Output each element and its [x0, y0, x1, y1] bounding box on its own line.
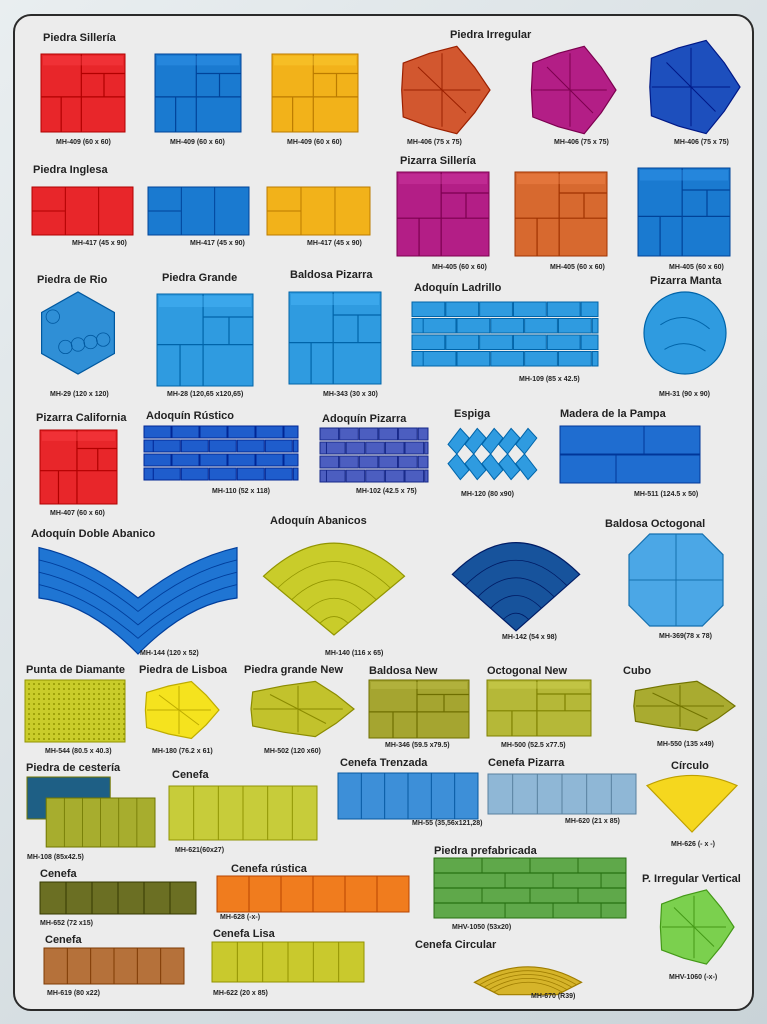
cenefa-trenzada-mold-1 — [338, 773, 478, 819]
pizarra-silleria-code-2: MH-405 (60 x 60) — [550, 264, 605, 271]
adoquin-ladrillo-code-1: MH-109 (85 x 42.5) — [519, 376, 580, 383]
piedra-grande-title: Piedra Grande — [162, 272, 238, 284]
pizarra-silleria-title: Pizarra Sillería — [400, 155, 476, 167]
cenefa-lisa-mold-1 — [212, 942, 364, 982]
octogonal-new-mold-1 — [487, 680, 591, 736]
baldosa-new-code-1: MH-346 (59.5 x79.5) — [385, 742, 450, 749]
espiga-title: Espiga — [454, 408, 491, 420]
pizarra-silleria-mold-1 — [397, 172, 489, 256]
pizarra-silleria-mold-2 — [515, 172, 607, 256]
baldosa-new-title: Baldosa New — [369, 665, 438, 677]
adoquin-ladrillo-title: Adoquín Ladrillo — [414, 282, 502, 294]
pizarra-manta-title: Pizarra Manta — [650, 275, 722, 287]
adoquin-abanicos-mold-2 — [441, 530, 591, 626]
madera-pampa-code-1: MH-511 (124.5 x 50) — [634, 491, 699, 498]
adoquin-pizarra-mold-1 — [320, 428, 428, 484]
adoquin-rustico-code-1: MH-110 (52 x 118) — [212, 488, 270, 495]
cenefa-lisa-code-1: MH-622 (20 x 85) — [213, 990, 268, 997]
baldosa-pizarra-code-1: MH-343 (30 x 30) — [323, 391, 378, 398]
circulo-title: Círculo — [671, 760, 709, 772]
cenefa-circular-title: Cenefa Circular — [415, 939, 497, 951]
madera-pampa-title: Madera de la Pampa — [560, 408, 666, 420]
piedra-inglesa-mold-2 — [148, 187, 249, 235]
piedra-prefabricada-code-1: MHV-1050 (53x20) — [452, 924, 512, 931]
piedra-prefabricada-mold-1 — [434, 858, 626, 918]
piedra-lisboa-code-1: MH-180 (76.2 x 61) — [152, 748, 213, 755]
cenefa-2-title: Cenefa — [40, 868, 77, 880]
adoquin-rustico-title: Adoquín Rústico — [146, 410, 234, 422]
cenefa-3-mold-1 — [44, 948, 184, 984]
adoquin-doble-abanico-mold-1 — [39, 542, 237, 654]
piedra-irregular-code-1: MH-406 (75 x 75) — [407, 139, 462, 146]
piedra-silleria-mold-2 — [155, 54, 241, 132]
piedra-grande-code-1: MH-28 (120,65 x120,65) — [167, 391, 244, 398]
madera-pampa-mold-1 — [560, 426, 700, 484]
piedra-de-rio-code-1: MH-29 (120 x 120) — [50, 391, 109, 398]
cenefa-1-title: Cenefa — [172, 769, 209, 781]
piedra-de-rio-title: Piedra de Rio — [37, 274, 108, 286]
cenefa-trenzada-code-1: MH-55 (35,56x121,28) — [412, 820, 483, 827]
cubo-mold-1 — [625, 680, 735, 732]
piedra-irregular-code-2: MH-406 (75 x 75) — [554, 139, 609, 146]
piedra-silleria-code-3: MH-409 (60 x 60) — [287, 139, 342, 146]
piedra-grande-mold-1 — [157, 294, 253, 386]
adoquin-doble-abanico-title: Adoquín Doble Abanico — [31, 528, 156, 540]
circulo-mold-1 — [647, 774, 737, 832]
punta-diamante-title: Punta de Diamante — [26, 664, 126, 676]
piedra-inglesa-mold-1 — [32, 187, 133, 235]
cenefa-2-mold-1 — [40, 882, 196, 914]
espiga-code-1: MH-120 (80 x90) — [461, 491, 514, 498]
cenefa-pizarra-title: Cenefa Pizarra — [488, 757, 565, 769]
piedra-grande-new-mold-1 — [242, 680, 354, 738]
cubo-title: Cubo — [623, 665, 652, 677]
baldosa-octogonal-title: Baldosa Octogonal — [605, 518, 706, 530]
piedra-irregular-mold-2 — [524, 44, 616, 136]
octogonal-new-code-1: MH-500 (52.5 x77.5) — [501, 742, 566, 749]
circulo-code-1: MH-626 (- x -) — [671, 841, 715, 848]
cenefa-2-code-1: MH-652 (72 x15) — [40, 920, 93, 927]
piedra-cesteria-code-1: MH-108 (85x42.5) — [27, 854, 84, 861]
piedra-irregular-mold-3 — [642, 38, 740, 136]
adoquin-abanicos-code-2: MH-142 (54 x 98) — [502, 634, 557, 641]
piedra-silleria-code-1: MH-409 (60 x 60) — [56, 139, 111, 146]
pizarra-manta-code-1: MH-31 (90 x 90) — [659, 391, 710, 398]
adoquin-pizarra-title: Adoquín Pizarra — [322, 413, 407, 425]
baldosa-new-mold-1 — [369, 680, 469, 738]
cubo-code-1: MH-550 (135 x49) — [657, 741, 714, 748]
piedra-grande-new-title: Piedra grande New — [244, 664, 344, 676]
adoquin-rustico-mold-1 — [144, 426, 298, 482]
adoquin-ladrillo-mold-1 — [412, 302, 598, 368]
piedra-silleria-mold-1 — [41, 54, 125, 132]
piedra-de-rio-mold-1 — [36, 292, 120, 374]
piedra-silleria-code-2: MH-409 (60 x 60) — [170, 139, 225, 146]
piedra-irregular-mold-1 — [394, 44, 490, 136]
punta-diamante-mold-1 — [25, 680, 125, 742]
cenefa-lisa-title: Cenefa Lisa — [213, 928, 275, 940]
espiga-mold-1 — [448, 422, 536, 486]
octogonal-new-title: Octogonal New — [487, 665, 568, 677]
piedra-inglesa-mold-3 — [267, 187, 370, 235]
p-irregular-vertical-title: P. Irregular Vertical — [642, 873, 741, 885]
cenefa-rustica-title: Cenefa rústica — [231, 863, 307, 875]
piedra-irregular-code-3: MH-406 (75 x 75) — [674, 139, 729, 146]
adoquin-pizarra-code-1: MH-102 (42.5 x 75) — [356, 488, 417, 495]
pizarra-manta-mold-1 — [644, 292, 726, 374]
baldosa-octogonal-mold-1 — [629, 534, 723, 626]
adoquin-abanicos-title: Adoquín Abanicos — [270, 515, 367, 527]
piedra-cesteria-title: Piedra de cestería — [26, 762, 121, 774]
baldosa-pizarra-mold-1 — [289, 292, 381, 384]
adoquin-doble-abanico-code-1: MH-144 (120 x 52) — [140, 650, 199, 657]
pizarra-california-mold-1 — [40, 430, 117, 504]
piedra-silleria-title: Piedra Sillería — [43, 32, 116, 44]
pizarra-california-code-1: MH-407 (60 x 60) — [50, 510, 105, 517]
pizarra-silleria-code-3: MH-405 (60 x 60) — [669, 264, 724, 271]
pizarra-silleria-code-1: MH-405 (60 x 60) — [432, 264, 487, 271]
piedra-inglesa-title: Piedra Inglesa — [33, 164, 108, 176]
pizarra-silleria-mold-3 — [638, 168, 730, 256]
cenefa-3-title: Cenefa — [45, 934, 82, 946]
piedra-inglesa-code-2: MH-417 (45 x 90) — [190, 240, 245, 247]
piedra-inglesa-code-3: MH-417 (45 x 90) — [307, 240, 362, 247]
cenefa-3-code-1: MH-619 (80 x22) — [47, 990, 100, 997]
baldosa-pizarra-title: Baldosa Pizarra — [290, 269, 373, 281]
cenefa-pizarra-code-1: MH-620 (21 x 85) — [565, 818, 620, 825]
piedra-irregular-title: Piedra Irregular — [450, 29, 532, 41]
piedra-inglesa-code-1: MH-417 (45 x 90) — [72, 240, 127, 247]
punta-diamante-code-1: MH-544 (80.5 x 40.3) — [45, 748, 112, 755]
piedra-cesteria-mold-1 — [27, 777, 155, 847]
cenefa-1-code-1: MH-621(60x27) — [175, 847, 225, 854]
cenefa-rustica-code-1: MH-628 (-x-) — [220, 914, 261, 921]
piedra-lisboa-title: Piedra de Lisboa — [139, 664, 228, 676]
piedra-silleria-mold-3 — [272, 54, 358, 132]
adoquin-abanicos-mold-1 — [251, 530, 417, 630]
pizarra-california-title: Pizarra California — [36, 412, 127, 424]
cenefa-pizarra-mold-1 — [488, 774, 636, 814]
cenefa-1-mold-1 — [169, 786, 317, 840]
cenefa-circular-code-1: MH-670 (R39) — [531, 993, 576, 1000]
p-irregular-vertical-mold-1 — [654, 888, 734, 966]
piedra-grande-new-code-1: MH-502 (120 x60) — [264, 748, 321, 755]
p-irregular-vertical-code-1: MHV-1060 (-x-) — [669, 974, 718, 981]
cenefa-trenzada-title: Cenefa Trenzada — [340, 757, 428, 769]
baldosa-octogonal-code-1: MH-369(78 x 78) — [659, 633, 712, 640]
cenefa-rustica-mold-1 — [217, 876, 409, 912]
piedra-prefabricada-title: Piedra prefabricada — [434, 845, 537, 857]
catalog-panel — [13, 14, 754, 1011]
piedra-lisboa-mold-1 — [139, 680, 219, 740]
adoquin-abanicos-code-1: MH-140 (116 x 65) — [325, 650, 384, 657]
